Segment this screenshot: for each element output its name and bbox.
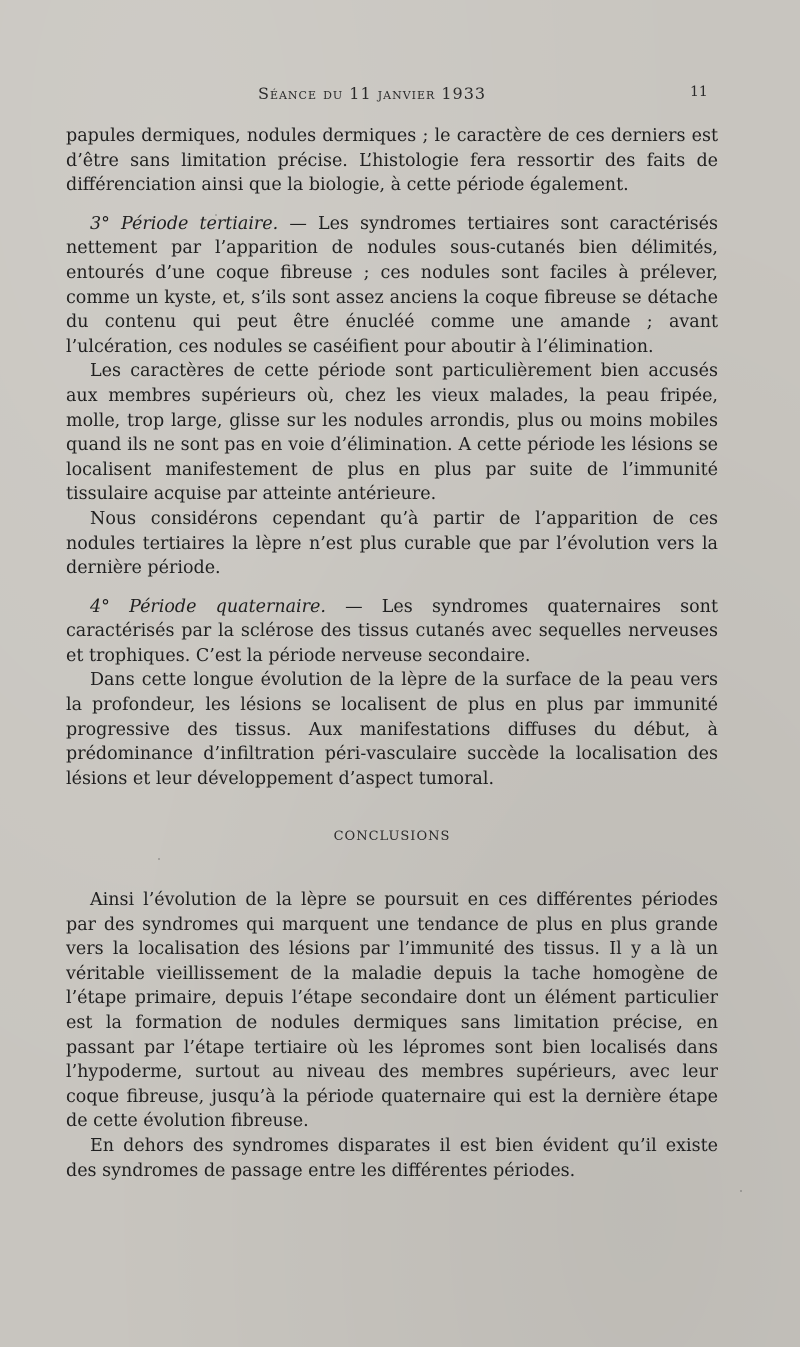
section-label-tertiary: 3° Période tertiaire. xyxy=(90,213,279,234)
paragraph-tertiary xyxy=(66,212,718,360)
conclusions-heading: CONCLUSIONS xyxy=(333,829,451,845)
paragraph-text: — Les syndromes tertiaires sont caractérisés nettement par l’apparition de nodules sous-cutanés bien délimités, entourés d’une coque fibreuse ; ces nodules sont faciles à prélever, comme un kyste, et, s’ils sont assez anciens la coque fibreuse se détache du contenu qui peut être énucléé comme une amande ; avant l’ulcération, ces nodules se caséifient pour aboutir à l’élimination. xyxy=(66,213,718,357)
paper-speck xyxy=(215,214,217,216)
paragraph-quaternary xyxy=(66,595,718,669)
paragraph: Les caractères de cette période sont particulièrement bien accusés aux membres supérieurs où, chez les vieux malades, la peau fripée, molle, trop large, glisse sur les nodules arrondis, plus ou moins mobiles quand ils ne sont pas en voie d’élimination. A cette période les lésions se localisent manifestement de plus en plus par suite de l’immunité tissulaire acquise par atteinte antérieure. xyxy=(66,361,718,505)
page-number: 11 xyxy=(690,84,708,100)
paper-speck xyxy=(158,858,160,860)
running-title: Séance du 11 janvier 1933 xyxy=(258,84,487,103)
paragraph: Nous considérons cependant qu’à partir de l’apparition de ces nodules tertiaires la lèpre n’est plus curable que par l’évolution vers la dernière période. xyxy=(66,508,718,579)
paragraph: En dehors des syndromes disparates il est bien évident qu’il existe des syndromes de passage entre les différentes périodes. xyxy=(66,1135,718,1181)
paragraph-text: — Les syndromes quaternaires sont caractérisés par la sclérose des tissus cutanés avec sequelles nerveuses et trophiques. C’est la période nerveuse secondaire. xyxy=(66,596,718,666)
paragraph: Ainsi l’évolution de la lèpre se poursuit en ces différentes périodes par des syndromes qui marquent une tendance de plus en plus grande vers la localisation des lésions par l’immunité des tissus. Il y a là un véritable vieillissement de la maladie depuis la tache homogène de l’étape primaire, depuis l’étape secondaire dont un élément particulier est la formation de nodules dermiques sans limitation précise, en passant par l’étape tertiaire où les lépromes sont bien localisés dans l’hypoderme, surtout au niveau des membres supérieurs, avec leur coque fibreuse, jusqu’à la période quaternaire qui est la dernière étape de cette évolution fibreuse. xyxy=(66,890,718,1132)
running-head xyxy=(0,84,800,108)
paper-speck xyxy=(740,1190,742,1192)
paragraph: Dans cette longue évolution de la lèpre de la surface de la peau vers la profondeur, les lésions se localisent de plus en plus par immunité progressive des tissus. Aux manifestations diffuses du début, à prédominance d’infiltration péri-vasculaire succède la localisation des lésions et leur développement d’aspect tumoral. xyxy=(66,670,718,789)
paragraph: papules dermiques, nodules dermiques ; le caractère de ces derniers est d’être sans limitation précise. L’histologie fera ressortir des faits de différenciation ainsi que la biologie, à cette période également. xyxy=(66,126,718,196)
body-text xyxy=(66,124,718,1183)
section-label-quaternary: 4° Période quaternaire. xyxy=(90,596,326,617)
